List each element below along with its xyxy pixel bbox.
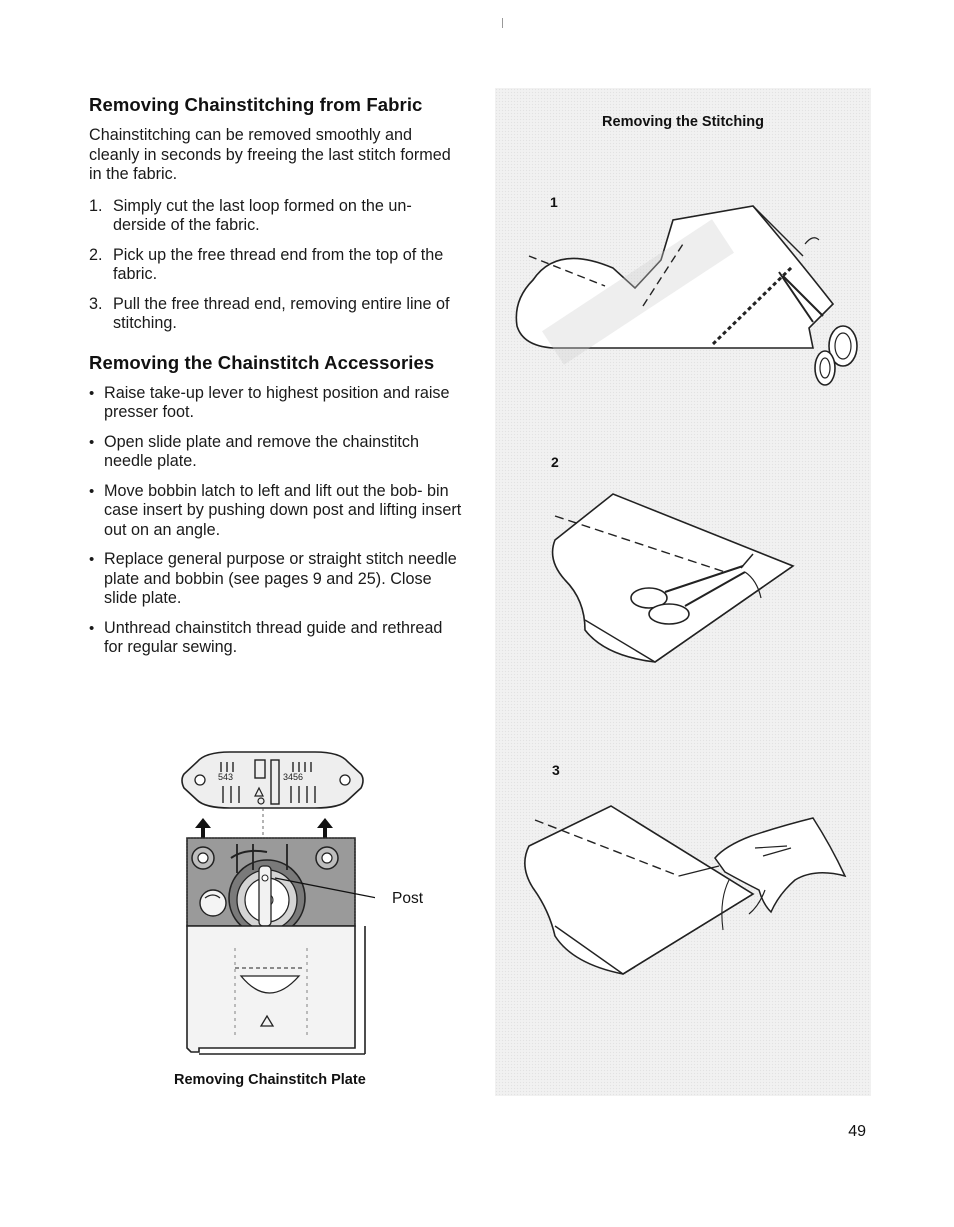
bullet-item: • Open slide plate and remove the chainstitch needle plate. [89,433,465,472]
figure-step-number: 1 [550,194,558,210]
instruction-column [89,94,465,668]
figure-step-number: 2 [551,454,559,470]
bullet-item: • Raise take-up lever to highest position and raise presser foot. [89,384,465,423]
pull-thread-illustration [519,796,859,986]
pick-up-thread-illustration [545,480,805,670]
figure-step-number: 3 [552,762,560,778]
stitching-illustration-panel [495,88,871,1096]
step-number: 1. [89,196,103,215]
removal-steps-list [89,197,465,334]
bullet-item: • Move bobbin latch to left and lift out the bob- bin case insert by pushing down post and lifting insert out on an angle. [89,482,465,541]
cut-loop-illustration [513,196,873,386]
chainstitch-plate-illustration [175,748,375,1060]
plate-marks-left: 543 [218,772,234,782]
step-text: Pick up the free thread end from the top of the fabric. [113,245,444,283]
section-title-removing-chainstitching: Removing Chainstitching from Fabric [89,94,423,115]
plate-marks-right: 3456 [283,772,304,782]
post-label: Post [392,890,424,907]
intro-paragraph: Chainstitching can be removed smoothly and cleanly in seconds by freeing the last stitch formed in the fabric. [89,126,451,183]
step-number: 2. [89,245,103,264]
section-title-removing-accessories: Removing the Chainstitch Accessories [89,351,435,373]
binding-mark [502,18,503,28]
step-text: Simply cut the last loop formed on the un- derside of the fabric. [113,196,412,234]
bullet-item: • Replace general purpose or straight stitch needle plate and bobbin (see pages 9 and 25). Close slide plate. [89,550,465,609]
step-text: Pull the free thread end, removing entire line of stitching. [113,294,450,332]
page-number: 49 [848,1123,866,1140]
step-item [89,295,465,334]
bullet-item: • Unthread chainstitch thread guide and rethread for regular sewing. [89,619,465,658]
plate-figure-caption: Removing Chainstitch Plate [174,1072,366,1088]
accessories-bullet-list [89,384,465,658]
step-number: 3. [89,294,103,313]
step-item [89,246,465,285]
step-item [89,197,465,236]
stitching-panel-title: Removing the Stitching [602,114,764,130]
